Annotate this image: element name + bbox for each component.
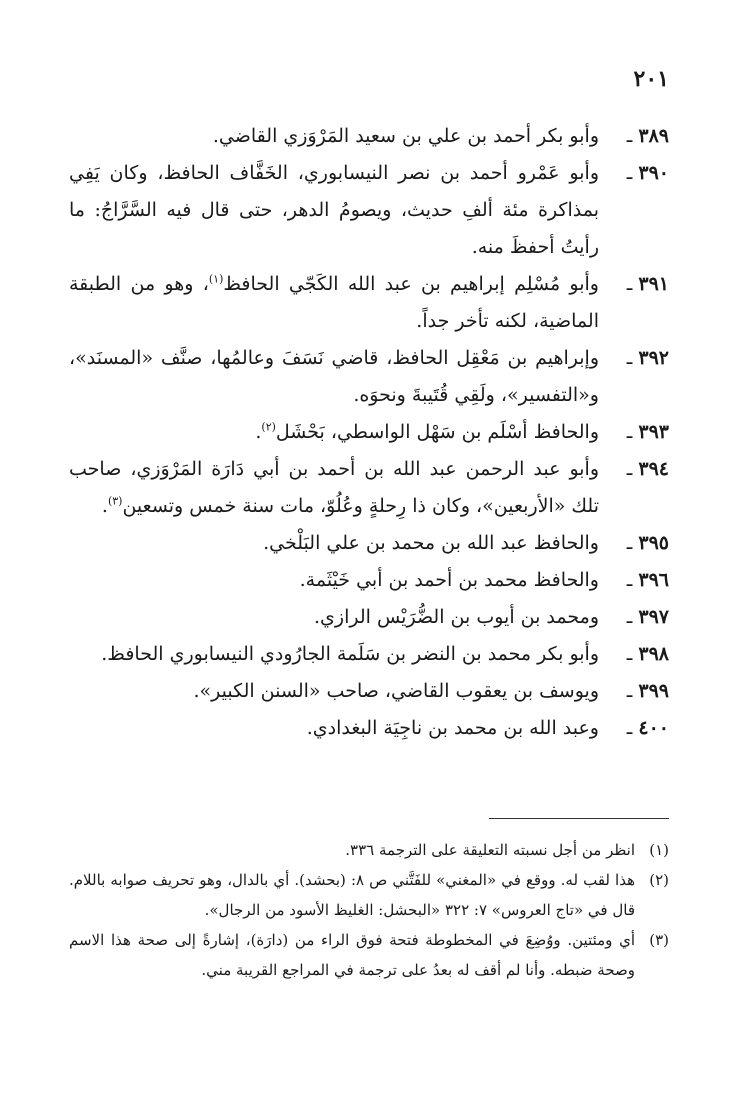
- entry-text: وأبو عبد الرحمن عبد الله بن أحمد بن أبي دَارَة المَرْوَزي، صاحب تلك «الأربعين»، وكان ذا رِحلةٍ وعُلُوّ، مات سنة خمس وتسعين: [69, 458, 599, 517]
- entry-392: [69, 340, 669, 414]
- entry-text: وأبو بكر محمد بن النضر بن سَلَمة الجارُودي النيسابوري الحافظ.: [101, 643, 599, 665]
- entry-399: [69, 673, 669, 710]
- footnote-text: انظر من أجل نسبته التعليقة على الترجمة ٣٣٦.: [345, 841, 635, 859]
- entry-number: ٣٩٦ـ: [626, 569, 669, 591]
- footnote-ref: (١): [208, 272, 224, 286]
- entry-text: وعبد الله بن محمد بن ناجِيَة البغدادي.: [306, 717, 599, 739]
- entry-text: والحافظ عبد الله بن محمد بن علي البَلْخي.: [263, 532, 599, 554]
- entry-395: [69, 525, 669, 562]
- entry-number: ٣٩٣ـ: [626, 421, 669, 443]
- entry-397: [69, 599, 669, 636]
- page-number: ٢٠١: [633, 66, 669, 92]
- footnote-number: (٢): [649, 871, 669, 889]
- footnotes-section: [69, 835, 669, 985]
- entry-389: [69, 118, 669, 155]
- entry-number: ٣٩٢ـ: [626, 347, 669, 369]
- entry-text: ويوسف بن يعقوب القاضي، صاحب «السنن الكبير».: [193, 680, 599, 702]
- entry-391: [69, 266, 669, 340]
- entry-text: والحافظ محمد بن أحمد بن أبي خَيْثَمة.: [299, 569, 599, 591]
- entries-list: [69, 118, 669, 747]
- entry-number: ٣٩٩ـ: [626, 680, 669, 702]
- footnote-ref: (٢): [261, 420, 276, 434]
- entry-400: [69, 710, 669, 747]
- entry-text-continued: ، وهو من الطبقة الماضية، لكنه تأخر جداً.: [69, 273, 599, 332]
- footnote-text: هذا لقب له. ووقع في «المغني» للفَتَّني ص ٨: (بحشد). أي بالدال، وهو تحريف صوابه باللام. قال في «تاج العروس» ٧: ٣٢٢ «البحشل: الغليظ الأسود من الرجال».: [69, 871, 635, 919]
- footnote-ref: (٣): [107, 494, 123, 508]
- entry-text: وأبو بكر أحمد بن علي بن سعيد المَرْوَزي القاضي.: [212, 125, 599, 147]
- footnote-number: (٣): [649, 931, 669, 949]
- entry-number: ٤٠٠ـ: [626, 717, 669, 739]
- entry-number: ٣٩٠ـ: [626, 162, 669, 184]
- entry-text-continued: .: [101, 495, 108, 517]
- footnote-divider: [489, 818, 669, 819]
- entry-text: وأبو مُسْلِم إبراهيم بن عبد الله الكَجّي الحافظ: [223, 273, 599, 295]
- footnote-3: [69, 925, 669, 985]
- entry-number: ٣٩٥ـ: [626, 532, 669, 554]
- entry-number: ٣٩١ـ: [626, 273, 669, 295]
- entry-number: ٣٩٨ـ: [626, 643, 669, 665]
- footnote-number: (١): [649, 841, 669, 859]
- entry-text: ومحمد بن أيوب بن الضُّرَيْس الرازي.: [314, 606, 599, 628]
- footnote-2: [69, 865, 669, 925]
- entry-398: [69, 636, 669, 673]
- entry-396: [69, 562, 669, 599]
- entry-394: [69, 451, 669, 525]
- entry-text: والحافظ أسْلَم بن سَهْل الواسطي، بَحْشَل: [275, 421, 599, 443]
- entry-text: وأبو عَمْرو أحمد بن نصر النيسابوري، الخَفَّاف الحافظ، وكان يَفِي بمذاكرة مئة ألفِ حديث، ويصومُ الدهر، حتى قال فيه السَّرَّاجُ: ما رأيتُ أحفظَ منه.: [69, 162, 599, 258]
- entry-number: ٣٩٤ـ: [626, 458, 669, 480]
- entry-text-continued: .: [255, 421, 262, 443]
- entry-text: وإبراهيم بن مَعْقِل الحافظ، قاضي نَسَفَ وعالمُها، صنَّف «المسنَد»، و«التفسير»، ولَقِي قُتَيبةَ ونحوَه.: [69, 347, 599, 406]
- footnote-text: أي ومئتين. ووُضِعَ في المخطوطة فتحة فوق الراء من (دارَة)، إشارةً إلى صحة هذا الاسم وصحة ضبطه. وأنا لم أقف له بعدُ على ترجمة في المراجع القريبة مني.: [69, 931, 635, 979]
- entry-393: [69, 414, 669, 451]
- footnote-1: [69, 835, 669, 865]
- entry-number: ٣٩٧ـ: [626, 606, 669, 628]
- entry-number: ٣٨٩ـ: [626, 125, 669, 147]
- entry-390: [69, 155, 669, 266]
